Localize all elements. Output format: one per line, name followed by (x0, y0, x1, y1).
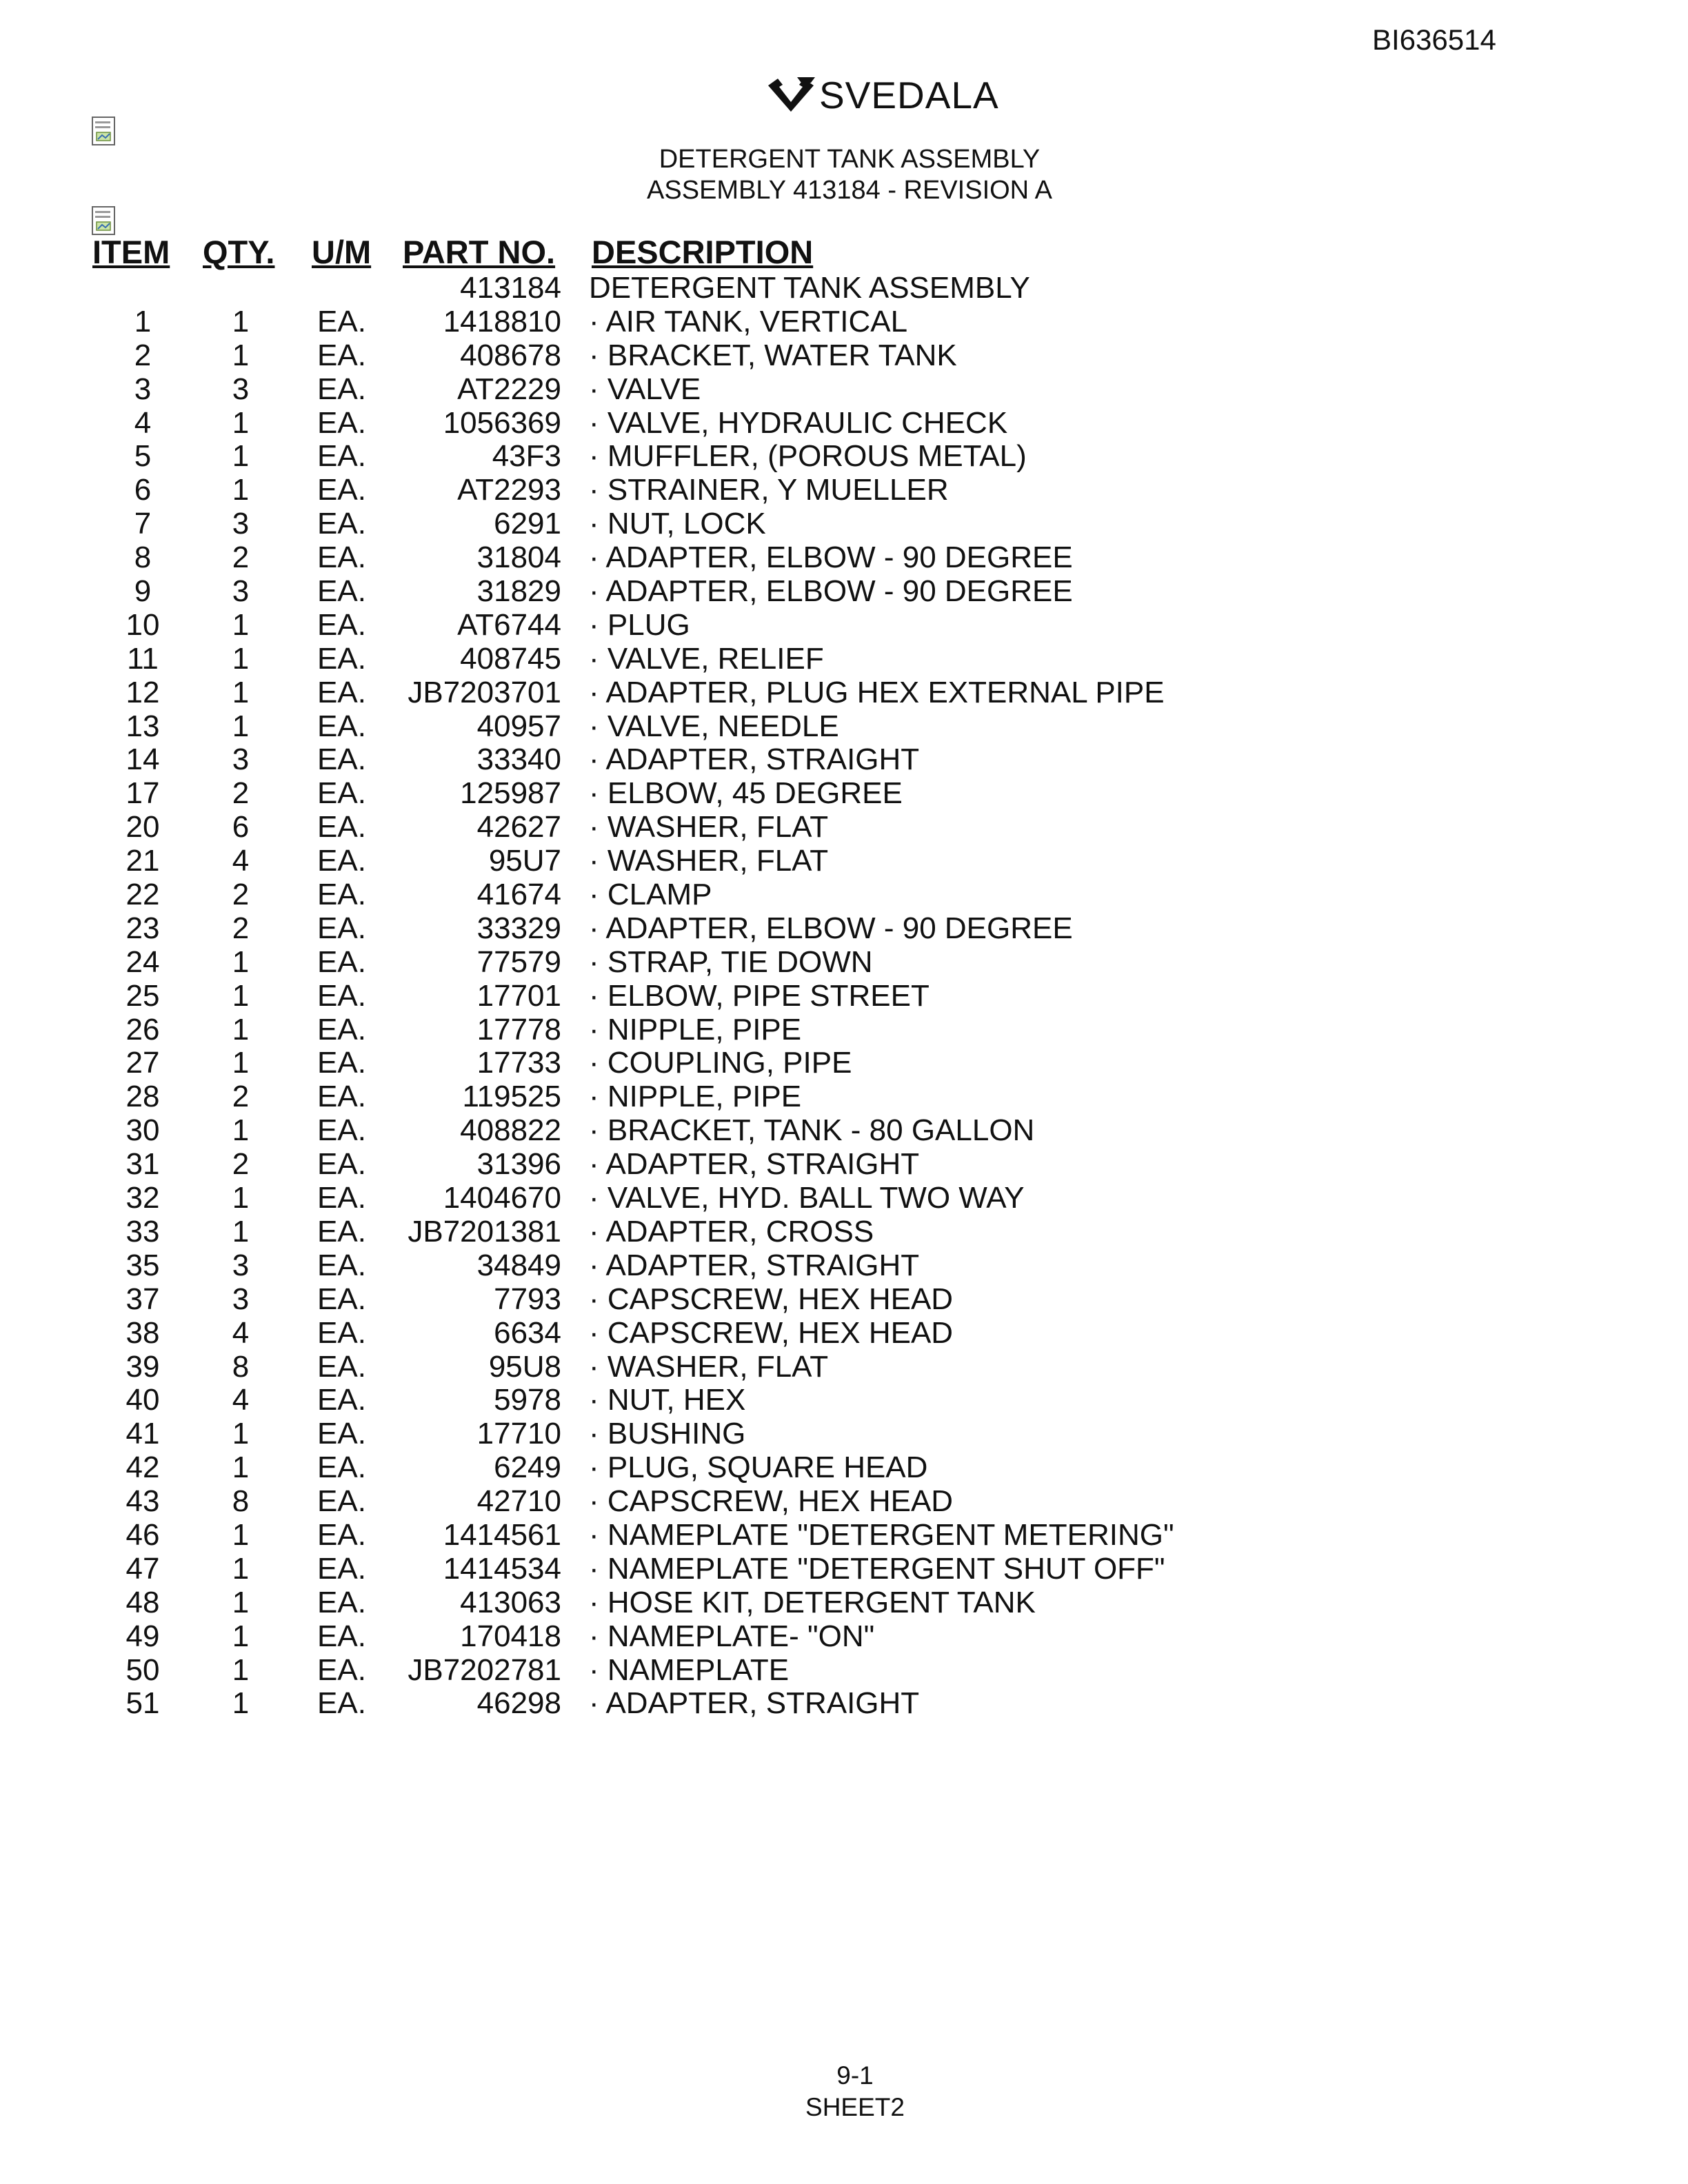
table-row (0, 1351, 1688, 1384)
um-cell: EA. (317, 338, 366, 372)
table-row (0, 1046, 1688, 1080)
table-row (0, 1283, 1688, 1317)
table-row (0, 1080, 1688, 1114)
table-row (0, 1384, 1688, 1417)
part-number-cell: 1414561 (443, 1517, 561, 1552)
um-cell: EA. (317, 1585, 366, 1619)
part-number-cell: 95U8 (488, 1349, 561, 1384)
description-cell: · NIPPLE, PIPE (589, 1012, 802, 1046)
table-row (0, 609, 1688, 643)
um-cell: EA. (317, 1080, 366, 1114)
qty-cell: 1 (232, 1214, 250, 1248)
table-row (0, 541, 1688, 575)
sheet-label: SHEET2 (805, 2093, 905, 2121)
qty-cell: 1 (232, 1619, 250, 1653)
qty-cell: 1 (232, 944, 250, 979)
part-number-cell: 31396 (476, 1147, 561, 1182)
qty-cell: 8 (232, 1349, 250, 1384)
table-row (0, 474, 1688, 507)
part-number-cell: 408822 (460, 1113, 561, 1148)
qty-cell: 3 (232, 574, 250, 609)
description-cell: · NUT, HEX (589, 1383, 746, 1417)
description-cell: · PLUG, SQUARE HEAD (589, 1450, 928, 1485)
table-row (0, 845, 1688, 878)
item-cell: 25 (125, 978, 160, 1013)
um-cell: EA. (317, 574, 366, 609)
item-cell: 22 (125, 878, 160, 912)
item-cell: 27 (125, 1046, 160, 1080)
description-cell: · ADAPTER, STRAIGHT (589, 742, 920, 777)
part-number-cell: 34849 (476, 1248, 561, 1282)
item-cell: 28 (125, 1080, 160, 1114)
item-cell: 39 (125, 1349, 160, 1384)
part-number-cell: 31829 (476, 574, 561, 609)
description-cell: · NAMEPLATE- "ON" (589, 1619, 875, 1653)
qty-cell: 3 (232, 1248, 250, 1282)
part-number-cell: 413063 (460, 1585, 561, 1619)
description-cell: · ADAPTER, ELBOW - 90 DEGREE (589, 911, 1073, 945)
item-cell: 21 (125, 844, 160, 878)
um-cell: EA. (317, 1214, 366, 1248)
item-cell: 33 (125, 1214, 160, 1248)
um-cell: EA. (317, 607, 366, 642)
part-number-cell: 6249 (494, 1450, 561, 1485)
table-row (0, 440, 1688, 474)
um-cell: EA. (317, 507, 366, 541)
header-um: U/M (312, 234, 372, 270)
part-number-cell: AT2229 (457, 372, 561, 406)
table-row (0, 1249, 1688, 1283)
item-cell: 35 (125, 1248, 160, 1282)
um-cell: EA. (317, 776, 366, 811)
item-cell: 9 (134, 574, 152, 609)
um-cell: EA. (317, 911, 366, 945)
item-cell: 6 (134, 473, 152, 507)
table-row (0, 1586, 1688, 1620)
item-cell: 48 (125, 1585, 160, 1619)
qty-cell: 1 (232, 1652, 250, 1687)
part-number-cell: 17733 (476, 1046, 561, 1080)
table-row (0, 575, 1688, 609)
item-cell: 38 (125, 1315, 160, 1350)
um-cell: EA. (317, 473, 366, 507)
description-cell: · NUT, LOCK (589, 507, 766, 541)
parts-table (0, 272, 1688, 1721)
header-item: ITEM (92, 234, 170, 270)
qty-cell: 4 (232, 844, 250, 878)
um-cell: EA. (317, 1349, 366, 1384)
part-number-cell: 17701 (476, 978, 561, 1013)
description-cell: · PLUG (589, 607, 690, 642)
part-number-cell: 119525 (462, 1080, 561, 1114)
part-number-cell: 1056369 (443, 405, 561, 440)
svedala-logo (765, 74, 999, 116)
table-row (0, 777, 1688, 811)
table-row (0, 912, 1688, 946)
um-cell: EA. (317, 540, 366, 575)
description-cell: · ADAPTER, ELBOW - 90 DEGREE (589, 540, 1073, 575)
item-cell: 24 (125, 944, 160, 979)
item-cell: 40 (125, 1383, 160, 1417)
part-number-cell: 1414534 (443, 1551, 561, 1586)
um-cell: EA. (317, 439, 366, 474)
part-number-cell: 43F3 (492, 439, 561, 474)
table-row (0, 980, 1688, 1013)
header-qty: QTY. (203, 234, 275, 270)
qty-cell: 1 (232, 709, 250, 743)
description-cell: · ELBOW, PIPE STREET (589, 978, 930, 1013)
table-row (0, 1451, 1688, 1485)
table-row (0, 710, 1688, 744)
description-cell: · CAPSCREW, HEX HEAD (589, 1484, 954, 1519)
qty-cell: 1 (232, 1417, 250, 1451)
item-cell: 4 (134, 405, 152, 440)
part-number-cell: 170418 (460, 1619, 561, 1653)
qty-cell: 3 (232, 1282, 250, 1316)
description-cell: · STRAINER, Y MUELLER (589, 473, 949, 507)
item-cell: 12 (125, 675, 160, 709)
um-cell: EA. (317, 878, 366, 912)
description-cell: · MUFFLER, (POROUS METAL) (589, 439, 1027, 474)
qty-cell: 2 (232, 540, 250, 575)
item-cell: 43 (125, 1484, 160, 1519)
part-number-cell: 7793 (494, 1282, 561, 1316)
part-number-cell: 5978 (494, 1383, 561, 1417)
qty-cell: 1 (232, 978, 250, 1013)
um-cell: EA. (317, 1181, 366, 1215)
header-description: DESCRIPTION (592, 234, 814, 270)
item-cell: 20 (125, 810, 160, 845)
qty-cell: 1 (232, 1551, 250, 1586)
qty-cell: 3 (232, 507, 250, 541)
item-cell: 37 (125, 1282, 160, 1316)
qty-cell: 1 (232, 1012, 250, 1046)
item-cell: 3 (134, 372, 152, 406)
item-cell: 17 (125, 776, 160, 811)
qty-cell: 1 (232, 1046, 250, 1080)
um-cell: EA. (317, 1517, 366, 1552)
qty-cell: 1 (232, 304, 250, 338)
description-cell: · NIPPLE, PIPE (589, 1080, 802, 1114)
um-cell: EA. (317, 1686, 366, 1721)
description-cell: · ADAPTER, PLUG HEX EXTERNAL PIPE (589, 675, 1165, 709)
um-cell: EA. (317, 1046, 366, 1080)
qty-cell: 3 (232, 372, 250, 406)
um-cell: EA. (317, 1484, 366, 1519)
table-row (0, 811, 1688, 845)
description-cell: · ADAPTER, STRAIGHT (589, 1147, 920, 1182)
table-row (0, 1519, 1688, 1553)
item-cell: 31 (125, 1147, 160, 1182)
description-cell: · NAMEPLATE "DETERGENT SHUT OFF" (589, 1551, 1165, 1586)
item-cell: 2 (134, 338, 152, 372)
um-cell: EA. (317, 1619, 366, 1653)
part-number-cell: 95U7 (488, 844, 561, 878)
table-row (0, 1013, 1688, 1047)
description-cell: · ADAPTER, CROSS (589, 1214, 874, 1248)
table-row (0, 339, 1688, 373)
um-cell: EA. (317, 1383, 366, 1417)
header-part-no: PART NO. (403, 234, 556, 270)
part-number-cell: 17778 (476, 1012, 561, 1046)
description-cell: · VALVE (589, 372, 701, 406)
item-cell: 7 (134, 507, 152, 541)
table-row (0, 1148, 1688, 1182)
qty-cell: 2 (232, 1080, 250, 1114)
qty-cell: 1 (232, 1113, 250, 1148)
item-cell: 11 (127, 641, 159, 676)
table-row (0, 878, 1688, 912)
page-number: 9-1 (836, 2061, 874, 2090)
table-header (0, 233, 1688, 274)
table-row (0, 643, 1688, 676)
part-number-cell: 42710 (476, 1484, 561, 1519)
item-cell: 26 (125, 1012, 160, 1046)
part-number-cell: JB7203701 (408, 675, 561, 709)
part-number-cell: 125987 (460, 776, 561, 811)
document-icon (91, 205, 117, 236)
description-cell: · BRACKET, WATER TANK (589, 338, 957, 372)
um-cell: EA. (317, 304, 366, 338)
qty-cell: 1 (232, 473, 250, 507)
table-row (0, 676, 1688, 710)
description-cell: · WASHER, FLAT (589, 844, 829, 878)
table-row (0, 743, 1688, 777)
um-cell: EA. (317, 1147, 366, 1182)
table-row (0, 1417, 1688, 1451)
qty-cell: 1 (232, 675, 250, 709)
um-cell: EA. (317, 641, 366, 676)
table-row (0, 407, 1688, 441)
description-cell: · CAPSCREW, HEX HEAD (589, 1315, 954, 1350)
um-cell: EA. (317, 1450, 366, 1485)
item-cell: 32 (125, 1181, 160, 1215)
table-row (0, 507, 1688, 541)
um-cell: EA. (317, 1315, 366, 1350)
um-cell: EA. (317, 844, 366, 878)
item-cell: 14 (125, 742, 160, 777)
part-number-cell: 31804 (476, 540, 561, 575)
um-cell: EA. (317, 742, 366, 777)
um-cell: EA. (317, 944, 366, 979)
document-subtitle: ASSEMBLY 413184 - REVISION A (647, 176, 1052, 205)
description-cell: · VALVE, RELIEF (589, 641, 824, 676)
part-number-cell: 17710 (476, 1417, 561, 1451)
description-cell: · VALVE, HYDRAULIC CHECK (589, 405, 1008, 440)
table-row (0, 1485, 1688, 1519)
table-row (0, 1317, 1688, 1351)
description-cell: · ADAPTER, ELBOW - 90 DEGREE (589, 574, 1073, 609)
item-cell: 1 (134, 304, 152, 338)
description-cell: · ELBOW, 45 DEGREE (589, 776, 903, 811)
description-cell: · WASHER, FLAT (589, 810, 829, 845)
item-cell: 10 (125, 607, 160, 642)
item-cell: 50 (125, 1652, 160, 1687)
description-cell: · ADAPTER, STRAIGHT (589, 1686, 920, 1721)
table-row (0, 1215, 1688, 1249)
qty-cell: 2 (232, 1147, 250, 1182)
um-cell: EA. (317, 372, 366, 406)
item-cell: 49 (125, 1619, 160, 1653)
item-cell: 51 (125, 1686, 160, 1721)
table-row (0, 946, 1688, 980)
part-number-cell: 42627 (476, 810, 561, 845)
part-number-cell: 1404670 (443, 1181, 561, 1215)
qty-cell: 2 (232, 878, 250, 912)
svedala-logo-mark-icon (765, 76, 816, 114)
part-number-cell: JB7202781 (408, 1652, 561, 1687)
part-number-cell: 41674 (476, 878, 561, 912)
description-cell: DETERGENT TANK ASSEMBLY (589, 271, 1030, 305)
part-number-cell: AT2293 (457, 473, 561, 507)
item-cell: 41 (125, 1417, 160, 1451)
part-number-cell: 33329 (476, 911, 561, 945)
table-row (0, 305, 1688, 339)
description-cell: · CAPSCREW, HEX HEAD (589, 1282, 954, 1316)
item-cell: 5 (134, 439, 152, 474)
part-number-cell: 46298 (476, 1686, 561, 1721)
um-cell: EA. (317, 1113, 366, 1148)
description-cell: · ADAPTER, STRAIGHT (589, 1248, 920, 1282)
description-cell: · COUPLING, PIPE (589, 1046, 852, 1080)
qty-cell: 6 (232, 810, 250, 845)
description-cell: · CLAMP (589, 878, 712, 912)
description-cell: · BUSHING (589, 1417, 746, 1451)
table-row (0, 373, 1688, 407)
table-row (0, 1620, 1688, 1654)
table-row (0, 1182, 1688, 1215)
um-cell: EA. (317, 405, 366, 440)
um-cell: EA. (317, 1551, 366, 1586)
qty-cell: 1 (232, 439, 250, 474)
part-number-cell: 408745 (460, 641, 561, 676)
um-cell: EA. (317, 1417, 366, 1451)
part-number-cell: 6634 (494, 1315, 561, 1350)
qty-cell: 2 (232, 776, 250, 811)
um-cell: EA. (317, 810, 366, 845)
part-number-cell: 40957 (476, 709, 561, 743)
description-cell: · VALVE, HYD. BALL TWO WAY (589, 1181, 1025, 1215)
part-number-cell: JB7201381 (408, 1214, 561, 1248)
part-number-cell: 33340 (476, 742, 561, 777)
um-cell: EA. (317, 675, 366, 709)
table-row (0, 1553, 1688, 1586)
item-cell: 30 (125, 1113, 160, 1148)
item-cell: 46 (125, 1517, 160, 1552)
description-cell: · HOSE KIT, DETERGENT TANK (589, 1585, 1036, 1619)
um-cell: EA. (317, 1012, 366, 1046)
um-cell: EA. (317, 1652, 366, 1687)
table-row (0, 1654, 1688, 1688)
description-cell: · NAMEPLATE (589, 1652, 790, 1687)
qty-cell: 1 (232, 1181, 250, 1215)
qty-cell: 3 (232, 742, 250, 777)
table-row (0, 1687, 1688, 1721)
qty-cell: 1 (232, 338, 250, 372)
document-id: BI636514 (1372, 23, 1496, 56)
table-row (0, 1114, 1688, 1148)
description-cell: · WASHER, FLAT (589, 1349, 829, 1384)
qty-cell: 1 (232, 1450, 250, 1485)
qty-cell: 1 (232, 405, 250, 440)
part-number-cell: 1418810 (443, 304, 561, 338)
qty-cell: 8 (232, 1484, 250, 1519)
description-cell: · STRAP, TIE DOWN (589, 944, 873, 979)
item-cell: 23 (125, 911, 160, 945)
part-number-cell: AT6744 (457, 607, 561, 642)
qty-cell: 1 (232, 607, 250, 642)
qty-cell: 1 (232, 1686, 250, 1721)
document-title: DETERGENT TANK ASSEMBLY (659, 145, 1041, 174)
qty-cell: 1 (232, 641, 250, 676)
qty-cell: 1 (232, 1517, 250, 1552)
description-cell: · BRACKET, TANK - 80 GALLON (589, 1113, 1035, 1148)
part-number-cell: 413184 (460, 271, 561, 305)
table-row (0, 272, 1688, 305)
qty-cell: 1 (232, 1585, 250, 1619)
logo-text: SVEDALA (819, 73, 999, 117)
description-cell: · AIR TANK, VERTICAL (589, 304, 908, 338)
item-cell: 8 (134, 540, 152, 575)
document-icon (91, 116, 117, 146)
um-cell: EA. (317, 1282, 366, 1316)
qty-cell: 4 (232, 1383, 250, 1417)
part-number-cell: 6291 (494, 507, 561, 541)
um-cell: EA. (317, 978, 366, 1013)
item-cell: 47 (125, 1551, 160, 1586)
description-cell: · NAMEPLATE "DETERGENT METERING" (589, 1517, 1174, 1552)
item-cell: 13 (125, 709, 160, 743)
um-cell: EA. (317, 1248, 366, 1282)
qty-cell: 2 (232, 911, 250, 945)
qty-cell: 4 (232, 1315, 250, 1350)
part-number-cell: 408678 (460, 338, 561, 372)
description-cell: · VALVE, NEEDLE (589, 709, 839, 743)
part-number-cell: 77579 (476, 944, 561, 979)
item-cell: 42 (125, 1450, 160, 1485)
um-cell: EA. (317, 709, 366, 743)
